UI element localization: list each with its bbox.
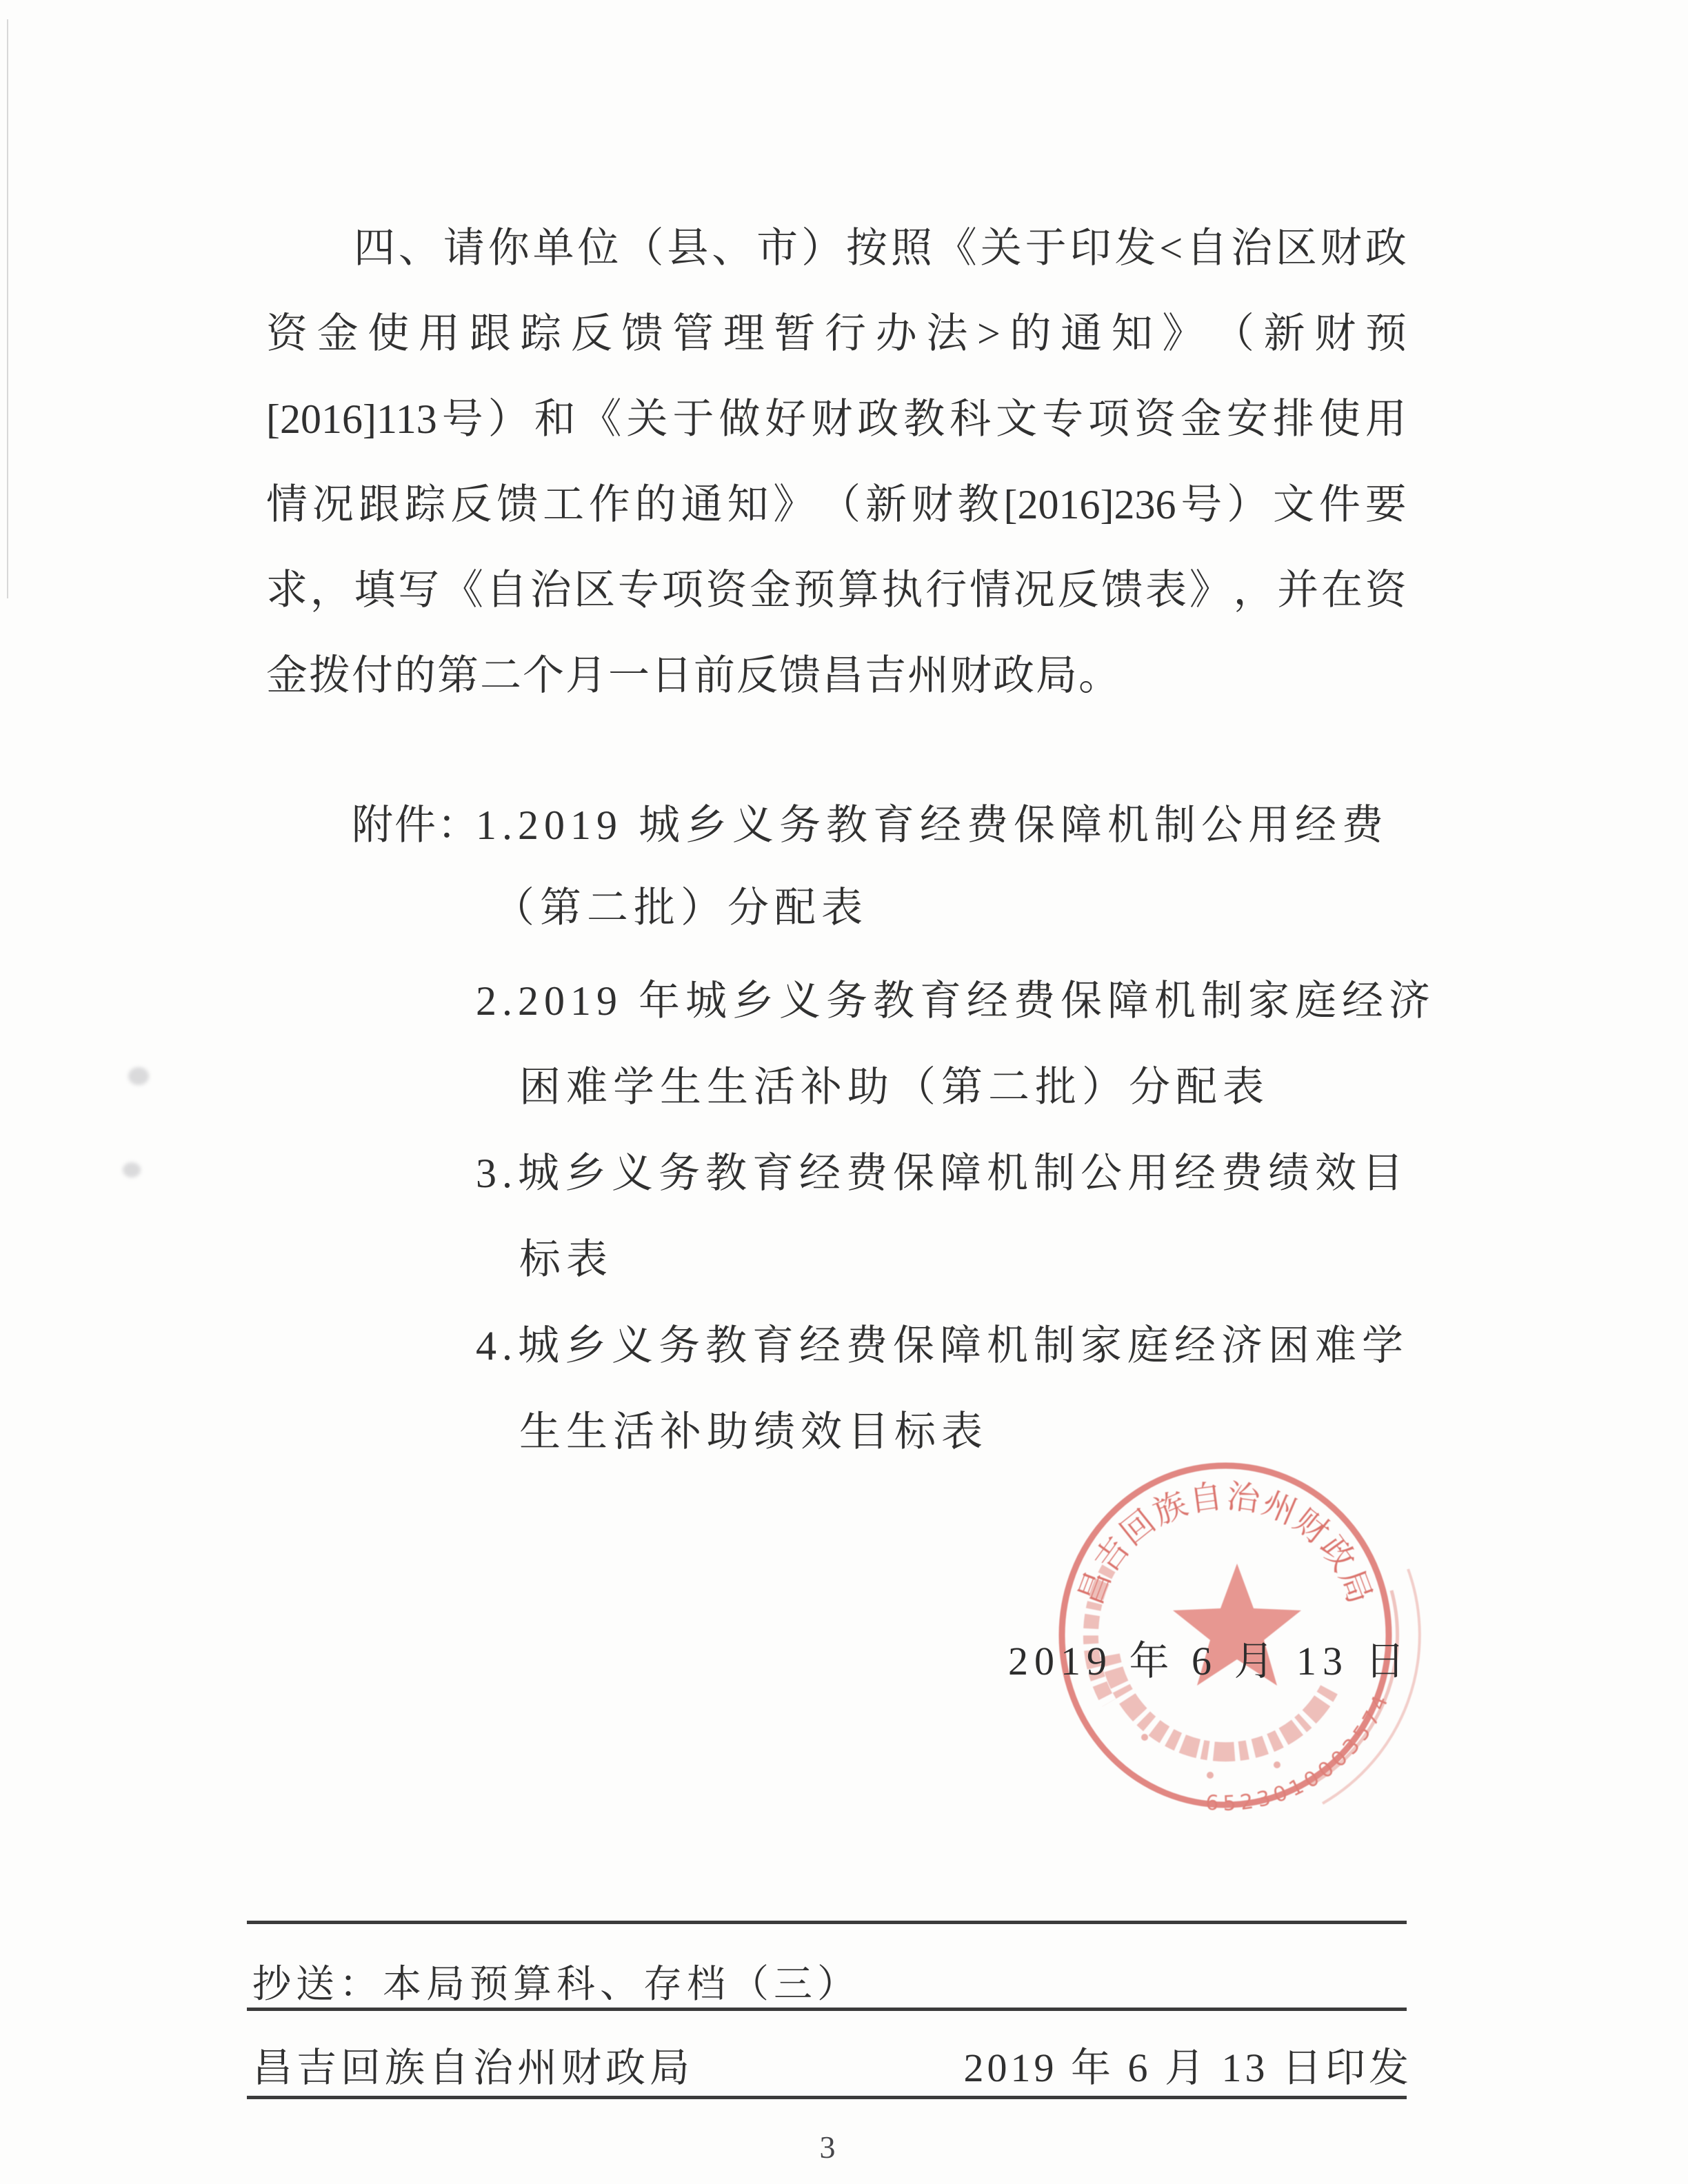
scan-artifact-smudge: [128, 1067, 149, 1085]
seal-script-dot: [1141, 1734, 1148, 1741]
seal-script-dot: [1274, 1761, 1280, 1768]
cc-line: 抄送：本局预算科、存档（三）: [252, 1963, 861, 2006]
page-number: 3: [819, 2130, 836, 2165]
seal-script-dot: [1207, 1772, 1214, 1779]
paragraph-line: 资 金 使 用 跟 踪 反 馈 管 理 暂 行 办 法 > 的 通 知 》 （ 新 财 预: [266, 311, 1407, 356]
issue-date: 2019 年 6 月 13 日: [1008, 1639, 1411, 1684]
seal-number-text: 6523010003574: [1205, 1688, 1396, 1817]
paragraph-line: 求 ， 填 写 《 自 治 区 专 项 资 金 预 算 执 行 情 况 反 馈 表 》 ， 并 在 资: [266, 567, 1407, 613]
paragraph-line: [2016]113 号 ） 和 《 关 于 做 好 财 政 教 科 文 专 项 资 金 安 排 使 用: [266, 396, 1407, 442]
issuer-name: 昌吉回族自治州财政局: [252, 2045, 694, 2090]
attachment-item: （第二批）分配表: [493, 885, 868, 931]
attachment-item: 标表: [519, 1237, 613, 1282]
attachment-item: 1.2019 城乡义务教育经费保障机制公用经费: [476, 802, 1389, 848]
attachment-item: 生生活补助绩效目标表: [519, 1409, 988, 1455]
paragraph-line: 四 、 请 你 单 位 （ 县 、 市 ） 按 照 《 关 于 印 发 < 自 治 区 财 政: [354, 225, 1407, 271]
attachment-item: 困难学生生活补助（第二批）分配表: [519, 1064, 1269, 1110]
attachment-item: 4.城乡义务教育经费保障机制家庭经济困难学: [476, 1323, 1409, 1368]
footer-rule-middle: [247, 2008, 1407, 2011]
paragraph-line: 情 况 跟 踪 反 馈 工 作 的 通 知 》 （ 新 财 教 [2016]236 号 ） 文 件 要: [266, 482, 1407, 527]
footer-rule-top: [247, 1921, 1407, 1924]
print-date: 2019 年 6 月 13 日印发: [963, 2045, 1412, 2090]
footer-rule-bottom: [247, 2096, 1407, 2099]
scan-artifact-line: [7, 19, 8, 598]
attachments-label: 附件：: [352, 802, 480, 848]
attachment-item: 2.2019 年城乡义务教育经费保障机制家庭经济: [476, 978, 1436, 1024]
seal-org-text: 昌吉回族自治州财政局: [1072, 1477, 1379, 1610]
scan-artifact-smudge: [123, 1162, 141, 1177]
paragraph-line: 金拨付的第二个月一日前反馈昌吉州财政局。: [266, 653, 1121, 698]
attachment-item: 3.城乡义务教育经费保障机制公用经费绩效目: [476, 1151, 1409, 1196]
